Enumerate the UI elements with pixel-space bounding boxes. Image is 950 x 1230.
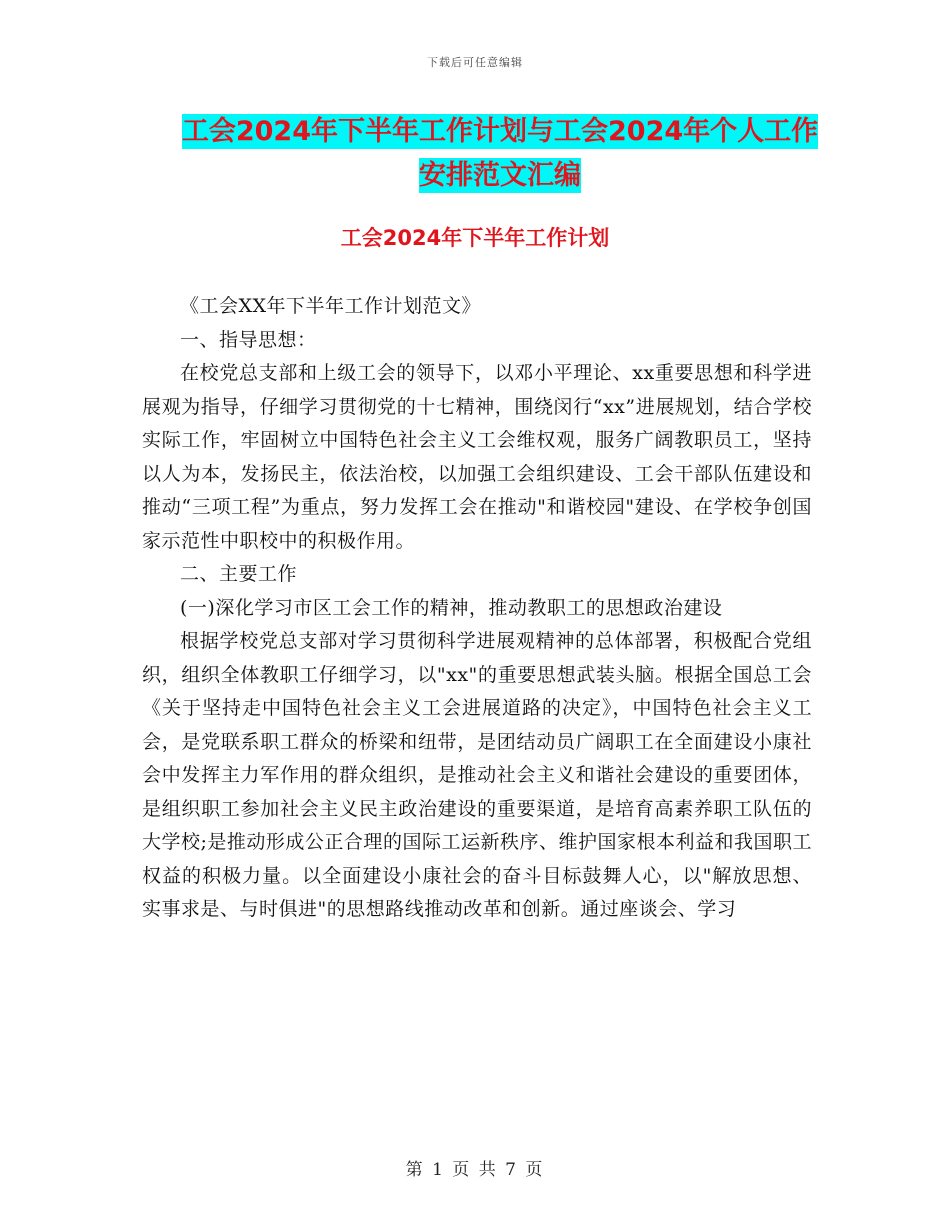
section-title: 工会2024年下半年工作计划 bbox=[340, 226, 610, 250]
document-title bbox=[140, 110, 860, 198]
title-line-1: 工会2024年下半年工作计划与工会2024年个人工作 bbox=[181, 116, 819, 147]
paragraph-heading-2: 二、主要工作 bbox=[180, 563, 298, 585]
paragraph-subtitle: 《工会XX年下半年工作计划范文》 bbox=[180, 295, 482, 317]
page-number: 第 1 页 共 7 页 bbox=[405, 1160, 545, 1180]
paragraph-study: 根据学校党总支部对学习贯彻科学进展观精神的总体部署，积极配合党组织，组织全体教职工仔细学习，以"xx"的重要思想武装头脑。根据全国总工会《关于坚持走中国特色社会主义工会进展道路的决定》，中国特色社会主义工会，是党联系职工群众的桥梁和纽带，是团结动员广阔职工在全面建设小康社会中发挥主力军作用的群众组织，是推动社会主义和谐社会建设的重要团体，是组织职工参加社会主义民主政治建设的重要渠道，是培育高素养职工队伍的大学校;是推动形成公正合理的国际工运新秩序、维护国家根本利益和我国职工权益的积极力量。以全面建设小康社会的奋斗目标鼓舞人心，以"解放思想、实事求是、与时俱进"的思想路线推动改革和创新。通过座谈会、学习 bbox=[142, 630, 812, 920]
document-body bbox=[142, 290, 812, 927]
paragraph-heading-1: 一、指导思想： bbox=[180, 328, 317, 351]
paragraph-subheading-1: (一)深化学习市区工会工作的精神，推动教职工的思想政治建设 bbox=[180, 596, 723, 619]
paragraph-guiding-thought: 在校党总支部和上级工会的领导下，以邓小平理论、xx重要思想和科学进展观为指导，仔细学习贯彻党的十七精神，围绕闵行“xx”进展规划，结合学校实际工作，牢固树立中国特色社会主义工会维权观，服务广阔教职员工，坚持以人为本，发扬民主，依法治校，以加强工会组织建设、工会干部队伍建设和推动“三项工程”为重点，努力发挥工会在推动"和谐校园"建设、在学校争创国家示范性中职校中的积极作用。 bbox=[142, 362, 812, 552]
header-note: 下载后可任意编辑 bbox=[427, 56, 523, 69]
title-line-2: 安排范文汇编 bbox=[419, 160, 581, 191]
